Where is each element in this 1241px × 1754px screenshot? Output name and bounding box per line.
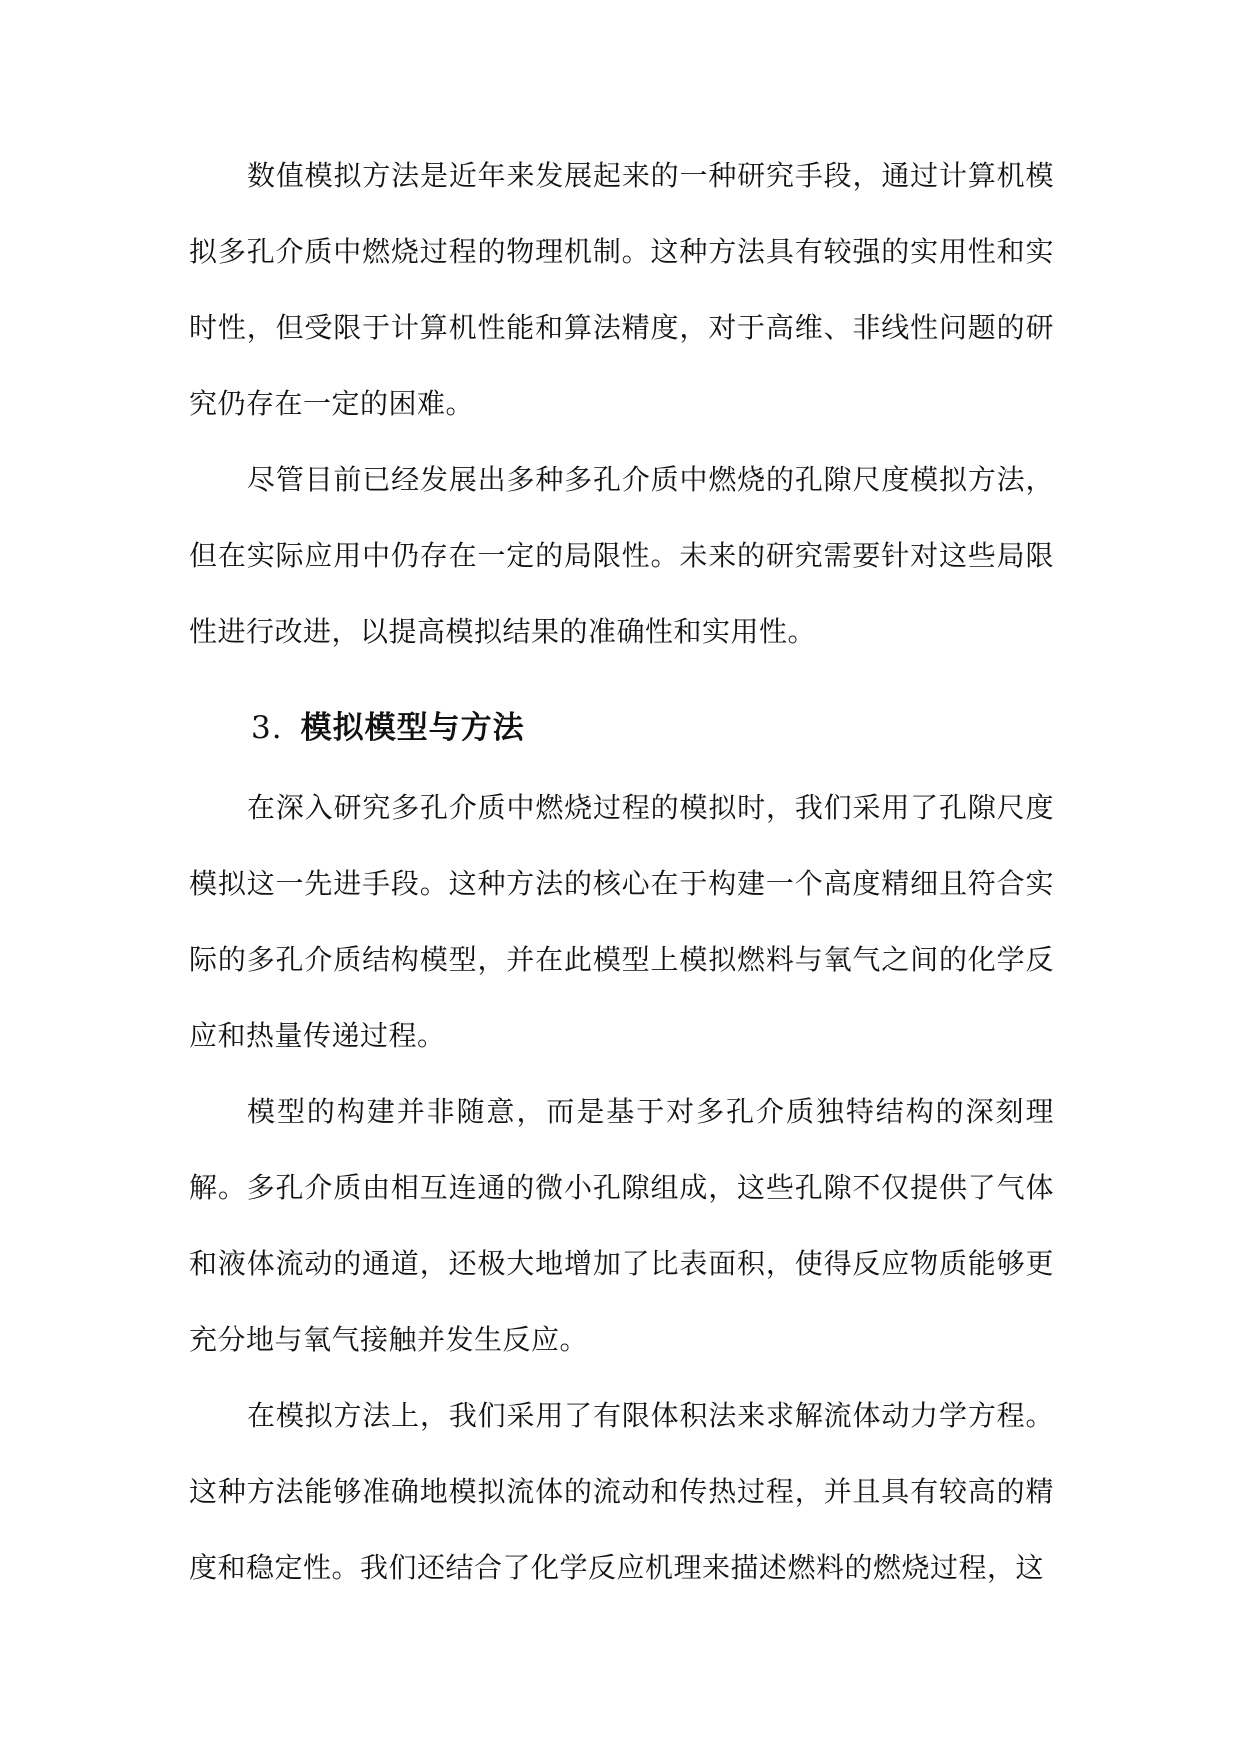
section-number: 3.	[251, 710, 283, 746]
paragraph-finite-volume-method: 在模拟方法上，我们采用了有限体积法来求解流体动力学方程。这种方法能够准确地模拟流体的流动和传热过程，并且具有较高的精度和稳定性。我们还结合了化学反应机理来描述燃料的燃烧过程，这	[189, 1399, 1054, 1584]
paragraph-limitations: 尽管目前已经发展出多种多孔介质中燃烧的孔隙尺度模拟方法，但在实际应用中仍存在一定的局限性。未来的研究需要针对这些局限性进行改进，以提高模拟结果的准确性和实用性。	[189, 463, 1054, 648]
section-title: 模拟模型与方法	[300, 710, 525, 746]
paragraph-model-construction: 模型的构建并非随意，而是基于对多孔介质独特结构的深刻理解。多孔介质由相互连通的微小孔隙组成，这些孔隙不仅提供了气体和液体流动的通道，还极大地增加了比表面积，使得反应物质能够更充分地与氧气接触并发生反应。	[189, 1095, 1054, 1356]
paragraph-pore-scale-approach: 在深入研究多孔介质中燃烧过程的模拟时，我们采用了孔隙尺度模拟这一先进手段。这种方法的核心在于构建一个高度精细且符合实际的多孔介质结构模型，并在此模型上模拟燃料与氧气之间的化学反应和热量传递过程。	[189, 791, 1054, 1052]
paragraph-numerical-simulation: 数值模拟方法是近年来发展起来的一种研究手段，通过计算机模拟多孔介质中燃烧过程的物理机制。这种方法具有较强的实用性和实时性，但受限于计算机性能和算法精度，对于高维、非线性问题的研究仍存在一定的困难。	[189, 159, 1054, 420]
document-body	[189, 138, 1054, 1606]
section-heading	[189, 690, 1054, 766]
